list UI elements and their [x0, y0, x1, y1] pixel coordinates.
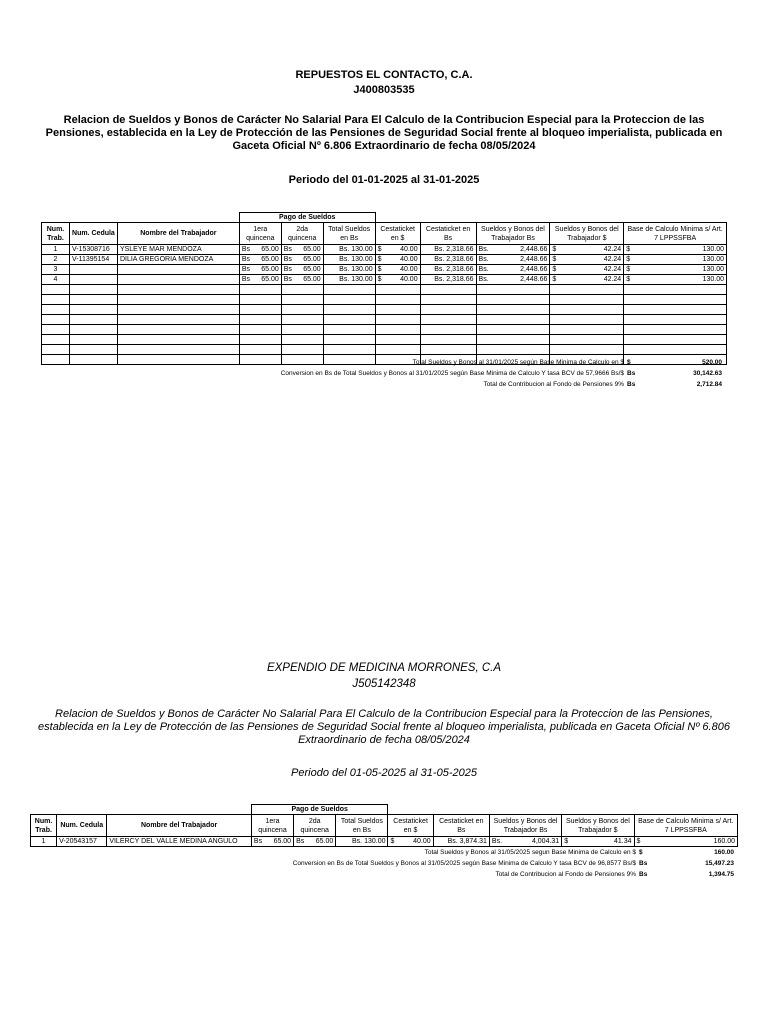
table-row [42, 275, 727, 285]
cell-q2 [281, 245, 323, 255]
cell-empty [550, 315, 624, 325]
period-1: Periodo del 01-01-2025 al 31-01-2025 [288, 174, 480, 186]
cell-empty [420, 345, 476, 355]
period-2: Periodo del 01-05-2025 al 31-05-2025 [291, 767, 477, 779]
header-num-cedula: Num. Cedula [69, 223, 117, 245]
cell-empty [375, 345, 420, 355]
cell-empty [476, 325, 550, 335]
cell-empty [420, 335, 476, 345]
cell-cesta-bs: Bs. 2,318.66 [420, 275, 476, 285]
cell-empty [117, 345, 239, 355]
company-name-2: EXPENDIO DE MEDICINA MORRONES, C.A [266, 662, 502, 674]
company-rif-1: J400803535 [353, 84, 415, 96]
header-nombre: Nombre del Trabajador [117, 223, 239, 245]
header-pago: Pago de Sueldos [239, 213, 375, 223]
cell-empty [69, 315, 117, 325]
cell-name: VILERCY DEL VALLE MEDINA ANGULO [107, 837, 252, 847]
cell-empty [476, 315, 550, 325]
cell-sb-usd-value: 42.24 [603, 256, 622, 263]
cell-empty [42, 335, 70, 345]
cell-sb-bs [489, 837, 561, 847]
total-currency: Bs [639, 871, 648, 878]
cell-num: 3 [42, 265, 70, 275]
header-sb-usd: Sueldos y Bonos del Trabajador $ [550, 223, 624, 245]
total-label: Total de Contribucion al Fondo de Pensiones 9% [483, 381, 624, 388]
cell-empty [323, 345, 375, 355]
header-sb-bs: Sueldos y Bonos del Trabajador Bs [476, 223, 550, 245]
cell-cedula [69, 275, 117, 285]
cell-sb-bs-currency: Bs. [478, 276, 489, 283]
total-currency: Bs [627, 370, 636, 377]
cell-num: 4 [42, 275, 70, 285]
cell-q2-value: 65.00 [303, 256, 321, 263]
cell-sb-usd-value: 42.24 [603, 266, 622, 273]
cell-base [624, 245, 727, 255]
cell-empty [375, 315, 420, 325]
cell-empty [281, 315, 323, 325]
cell-cesta-usd-currency: $ [377, 256, 382, 263]
total-value: 1,394.75 [708, 871, 734, 878]
cell-cesta-usd-currency: $ [377, 266, 382, 273]
header-nombre: Nombre del Trabajador [107, 815, 252, 837]
cell-q1-value: 65.00 [261, 256, 279, 263]
cell-total: Bs. 130.00 [323, 265, 375, 275]
cell-sb-bs [476, 245, 550, 255]
cell-empty [323, 325, 375, 335]
total-value: 160.00 [714, 849, 734, 856]
cell-empty [281, 325, 323, 335]
cell-empty [42, 355, 70, 365]
cell-q1-value: 65.00 [273, 838, 292, 845]
cell-empty [117, 285, 239, 295]
total-currency: Bs [627, 381, 636, 388]
cell-sb-usd-value: 42.24 [603, 246, 622, 253]
cell-empty [420, 285, 476, 295]
cell-sb-bs-value: 4,004.31 [531, 838, 560, 845]
cell-name [117, 265, 239, 275]
header-cesta-bs: Cestaticket en Bs [433, 815, 489, 837]
cell-q2 [281, 275, 323, 285]
table-row [42, 295, 727, 305]
total-currency: $ [627, 359, 631, 366]
cell-empty [69, 355, 117, 365]
cell-empty [281, 285, 323, 295]
cell-cedula: V-15308716 [69, 245, 117, 255]
total-label: Total de Contribucion al Fondo de Pensiones 9% [495, 871, 636, 878]
cell-total: Bs. 130.00 [323, 275, 375, 285]
cell-q1 [239, 245, 281, 255]
cell-cesta-bs: Bs. 2,318.66 [420, 265, 476, 275]
cell-base-value: 130.00 [702, 276, 724, 283]
cell-empty [239, 345, 281, 355]
cell-base-currency: $ [626, 266, 631, 273]
cell-empty [69, 325, 117, 335]
cell-q2-value: 65.00 [315, 838, 334, 845]
cell-empty [117, 315, 239, 325]
cell-q1-currency: Bs [241, 266, 250, 273]
cell-empty [69, 345, 117, 355]
cell-empty [420, 305, 476, 315]
cell-empty [624, 345, 727, 355]
cell-sb-usd-value: 42.24 [603, 276, 622, 283]
cell-sb-usd [550, 245, 624, 255]
cell-cesta-usd-currency: $ [377, 276, 382, 283]
total-label: Total Sueldos y Bonos al 31/01/2025 según Base Minima de Calculo en $ [412, 359, 624, 366]
cell-empty [375, 305, 420, 315]
cell-empty [624, 315, 727, 325]
cell-cesta-usd [388, 837, 433, 847]
cell-sb-bs-currency: Bs. [478, 246, 489, 253]
cell-cesta-usd [375, 265, 420, 275]
cell-empty [420, 325, 476, 335]
cell-base [634, 837, 738, 847]
cell-sb-bs [476, 255, 550, 265]
cell-base-currency: $ [626, 246, 631, 253]
cell-sb-bs-value: 2,448.66 [520, 246, 548, 253]
cell-sb-bs-value: 2,448.66 [520, 276, 548, 283]
cell-q1-currency: Bs [253, 838, 263, 845]
cell-cesta-usd [375, 275, 420, 285]
header-pago: Pago de Sueldos [251, 805, 388, 815]
header-num-trab: Num. Trab. [42, 223, 70, 245]
cell-empty [550, 305, 624, 315]
cell-empty [69, 305, 117, 315]
header-q2: 2da quincena [281, 223, 323, 245]
total-currency: $ [639, 849, 643, 856]
cell-empty [117, 335, 239, 345]
cell-empty [420, 315, 476, 325]
cell-empty [624, 295, 727, 305]
cell-empty [323, 295, 375, 305]
cell-empty [69, 335, 117, 345]
cell-empty [69, 295, 117, 305]
cell-empty [476, 335, 550, 345]
table-row [31, 837, 738, 847]
cell-cesta-usd [375, 255, 420, 265]
cell-q1 [239, 275, 281, 285]
header-base: Base de Calculo Minima s/ Art. 7 LPPSSFBA [624, 223, 727, 245]
cell-cesta-usd-value: 40.00 [413, 838, 431, 845]
cell-cedula [69, 265, 117, 275]
cell-empty [117, 305, 239, 315]
cell-empty [624, 285, 727, 295]
cell-empty [117, 355, 239, 365]
table-row [42, 335, 727, 345]
cell-q1-value: 65.00 [261, 276, 279, 283]
cell-q1 [239, 265, 281, 275]
cell-empty [117, 295, 239, 305]
payroll-table-1 [41, 212, 727, 365]
cell-empty [323, 335, 375, 345]
payroll-table-2 [30, 804, 738, 847]
cell-cesta-usd [375, 245, 420, 255]
cell-q1-value: 65.00 [261, 246, 279, 253]
cell-sb-bs-currency: Bs. [491, 838, 503, 845]
cell-empty [281, 295, 323, 305]
cell-empty [239, 295, 281, 305]
cell-num: 1 [31, 837, 57, 847]
cell-empty [42, 345, 70, 355]
cell-base-value: 130.00 [702, 256, 724, 263]
cell-empty [550, 325, 624, 335]
cell-cesta-bs: Bs. 3,874.31 [433, 837, 489, 847]
cell-empty [550, 335, 624, 345]
cell-empty [550, 345, 624, 355]
cell-empty [323, 305, 375, 315]
cell-cesta-usd-value: 40.00 [400, 276, 418, 283]
cell-sb-usd-value: 41.34 [613, 838, 632, 845]
cell-name: DILIA GREGORIA MENDOZA [117, 255, 239, 265]
cell-name: YSLEYE MAR MENDOZA [117, 245, 239, 255]
cell-empty [624, 335, 727, 345]
cell-base [624, 255, 727, 265]
cell-sb-usd-currency: $ [552, 266, 557, 273]
table-row [42, 255, 727, 265]
total-value: 2,712.84 [696, 381, 722, 388]
cell-base-currency: $ [636, 838, 641, 845]
cell-empty [375, 325, 420, 335]
header-total-sueldos: Total Sueldos en Bs [336, 815, 388, 837]
cell-base-value: 160.00 [713, 838, 735, 845]
cell-cedula: V-11395154 [69, 255, 117, 265]
header-num-cedula: Num. Cedula [57, 815, 107, 837]
cell-empty [476, 305, 550, 315]
cell-base-currency: $ [626, 276, 631, 283]
cell-q2 [281, 255, 323, 265]
cell-q2 [294, 837, 336, 847]
table-row [42, 245, 727, 255]
cell-q1-currency: Bs [241, 256, 250, 263]
table-row [42, 285, 727, 295]
header-sb-usd: Sueldos y Bonos del Trabajador $ [562, 815, 634, 837]
cell-empty [42, 305, 70, 315]
total-label: Total Sueldos y Bonos al 31/05/2025 segun Base Minima de Calculo en $ [424, 849, 636, 856]
description-1: Relacion de Sueldos y Bonos de Carácter No Salarial Para El Calculo de la Contribucion Especial para la Proteccion de las Pensiones, establecida en la Ley de Protección de las Pensiones de Seguridad Social frente al bloqueo imperialista, publicada en Gaceta Oficial Nº 6.806 Extraordinario de fecha 08/05/2024 [45, 114, 723, 152]
cell-q1-currency: Bs [241, 246, 250, 253]
cell-sb-bs [476, 265, 550, 275]
header-cesta-usd: Cestaticket en $ [375, 223, 420, 245]
cell-q2-currency: Bs [296, 838, 305, 845]
cell-num: 1 [42, 245, 70, 255]
company-rif-2: J505142348 [352, 678, 416, 690]
header-cesta-usd: Cestaticket en $ [388, 815, 433, 837]
cell-empty [375, 285, 420, 295]
cell-empty [281, 345, 323, 355]
cell-empty [476, 345, 550, 355]
cell-empty [42, 325, 70, 335]
cell-empty [281, 335, 323, 345]
cell-cesta-usd-value: 40.00 [400, 266, 418, 273]
cell-name [117, 275, 239, 285]
cell-base-value: 130.00 [702, 266, 724, 273]
cell-empty [239, 305, 281, 315]
cell-empty [117, 325, 239, 335]
cell-sb-usd-currency: $ [552, 256, 557, 263]
cell-total: Bs. 130.00 [323, 245, 375, 255]
cell-empty [550, 295, 624, 305]
total-label: Conversion en Bs de Total Sueldos y Bonos al 31/05/2025 según Base Minima de Calculo Y tasa BCV de 96,8577 Bs/$ [292, 860, 636, 867]
cell-q2-currency: Bs [283, 276, 292, 283]
cell-empty [476, 285, 550, 295]
cell-cesta-usd-currency: $ [390, 838, 395, 845]
cell-empty [239, 325, 281, 335]
cell-q2 [281, 265, 323, 275]
cell-sb-usd-currency: $ [552, 246, 557, 253]
cell-sb-usd [550, 275, 624, 285]
total-value: 15,497.23 [705, 860, 734, 867]
cell-empty [550, 285, 624, 295]
cell-base [624, 265, 727, 275]
cell-empty [624, 305, 727, 315]
cell-q2-currency: Bs [283, 256, 292, 263]
cell-empty [42, 315, 70, 325]
cell-empty [42, 295, 70, 305]
cell-q2-value: 65.00 [303, 276, 321, 283]
header-cesta-bs: Cestaticket en Bs [420, 223, 476, 245]
cell-cesta-usd-value: 40.00 [400, 256, 418, 263]
table-row [42, 265, 727, 275]
cell-total: Bs. 130.00 [336, 837, 388, 847]
cell-base-currency: $ [626, 256, 631, 263]
cell-cesta-usd-value: 40.00 [400, 246, 418, 253]
total-label: Conversion en Bs de Total Sueldos y Bonos al 31/01/2025 según Base Minima de Calculo Y tasa BCV de 57,9666 Bs/$ [280, 370, 624, 377]
company-name-1: REPUESTOS EL CONTACTO, C.A. [295, 69, 473, 81]
cell-cesta-bs: Bs. 2,318.66 [420, 255, 476, 265]
cell-q1 [251, 837, 293, 847]
cell-empty [375, 335, 420, 345]
cell-empty [239, 355, 281, 365]
cell-empty [420, 295, 476, 305]
cell-sb-usd [550, 265, 624, 275]
header-q1: 1era quincena [251, 815, 293, 837]
cell-sb-usd-currency: $ [564, 838, 569, 845]
cell-empty [69, 285, 117, 295]
header-total-sueldos: Total Sueldos en Bs [323, 223, 375, 245]
cell-total: Bs. 130.00 [323, 255, 375, 265]
cell-sb-usd [562, 837, 634, 847]
table-row [42, 315, 727, 325]
header-base: Base de Calculo Minima s/ Art. 7 LPPSSFBA [634, 815, 738, 837]
cell-sb-bs-currency: Bs. [478, 256, 489, 263]
cell-base [624, 275, 727, 285]
cell-empty [375, 295, 420, 305]
cell-q1-value: 65.00 [261, 266, 279, 273]
header-q1: 1era quincena [239, 223, 281, 245]
cell-empty [624, 325, 727, 335]
cell-empty [239, 285, 281, 295]
table-row [42, 345, 727, 355]
cell-sb-bs-value: 2,448.66 [520, 256, 548, 263]
cell-empty [476, 295, 550, 305]
total-value: 30,142.63 [693, 370, 722, 377]
description-2: Relacion de Sueldos y Bonos de Carácter No Salarial Para El Calculo de la Contribucion Especial para la Proteccion de las Pensiones, establecida en la Ley de Protección de las Pensiones de Seguridad Social frente al bloqueo imperialista, publicada en Gaceta Oficial Nº 6.806 Extraordinario de fecha 08/05/2024 [38, 708, 730, 746]
cell-empty [239, 315, 281, 325]
cell-q2-currency: Bs [283, 246, 292, 253]
cell-empty [323, 355, 375, 365]
cell-empty [239, 335, 281, 345]
cell-q2-currency: Bs [283, 266, 292, 273]
cell-q1-currency: Bs [241, 276, 250, 283]
cell-q1 [239, 255, 281, 265]
cell-empty [323, 315, 375, 325]
cell-cesta-bs: Bs. 2,318.66 [420, 245, 476, 255]
cell-q2-value: 65.00 [303, 266, 321, 273]
cell-sb-usd-currency: $ [552, 276, 557, 283]
cell-sb-bs-value: 2,448.66 [520, 266, 548, 273]
cell-empty [323, 285, 375, 295]
cell-num: 2 [42, 255, 70, 265]
total-value: 520.00 [702, 359, 722, 366]
cell-empty [281, 305, 323, 315]
table-row [42, 305, 727, 315]
cell-cesta-usd-currency: $ [377, 246, 382, 253]
total-currency: Bs [639, 860, 648, 867]
header-sb-bs: Sueldos y Bonos del Trabajador Bs [489, 815, 561, 837]
cell-sb-bs-currency: Bs. [478, 266, 489, 273]
cell-empty [281, 355, 323, 365]
cell-cedula: V-20543157 [57, 837, 107, 847]
cell-base-value: 130.00 [702, 246, 724, 253]
table-row [42, 325, 727, 335]
cell-sb-usd [550, 255, 624, 265]
header-q2: 2da quincena [294, 815, 336, 837]
header-num-trab: Num. Trab. [31, 815, 57, 837]
cell-sb-bs [476, 275, 550, 285]
cell-empty [42, 285, 70, 295]
cell-q2-value: 65.00 [303, 246, 321, 253]
